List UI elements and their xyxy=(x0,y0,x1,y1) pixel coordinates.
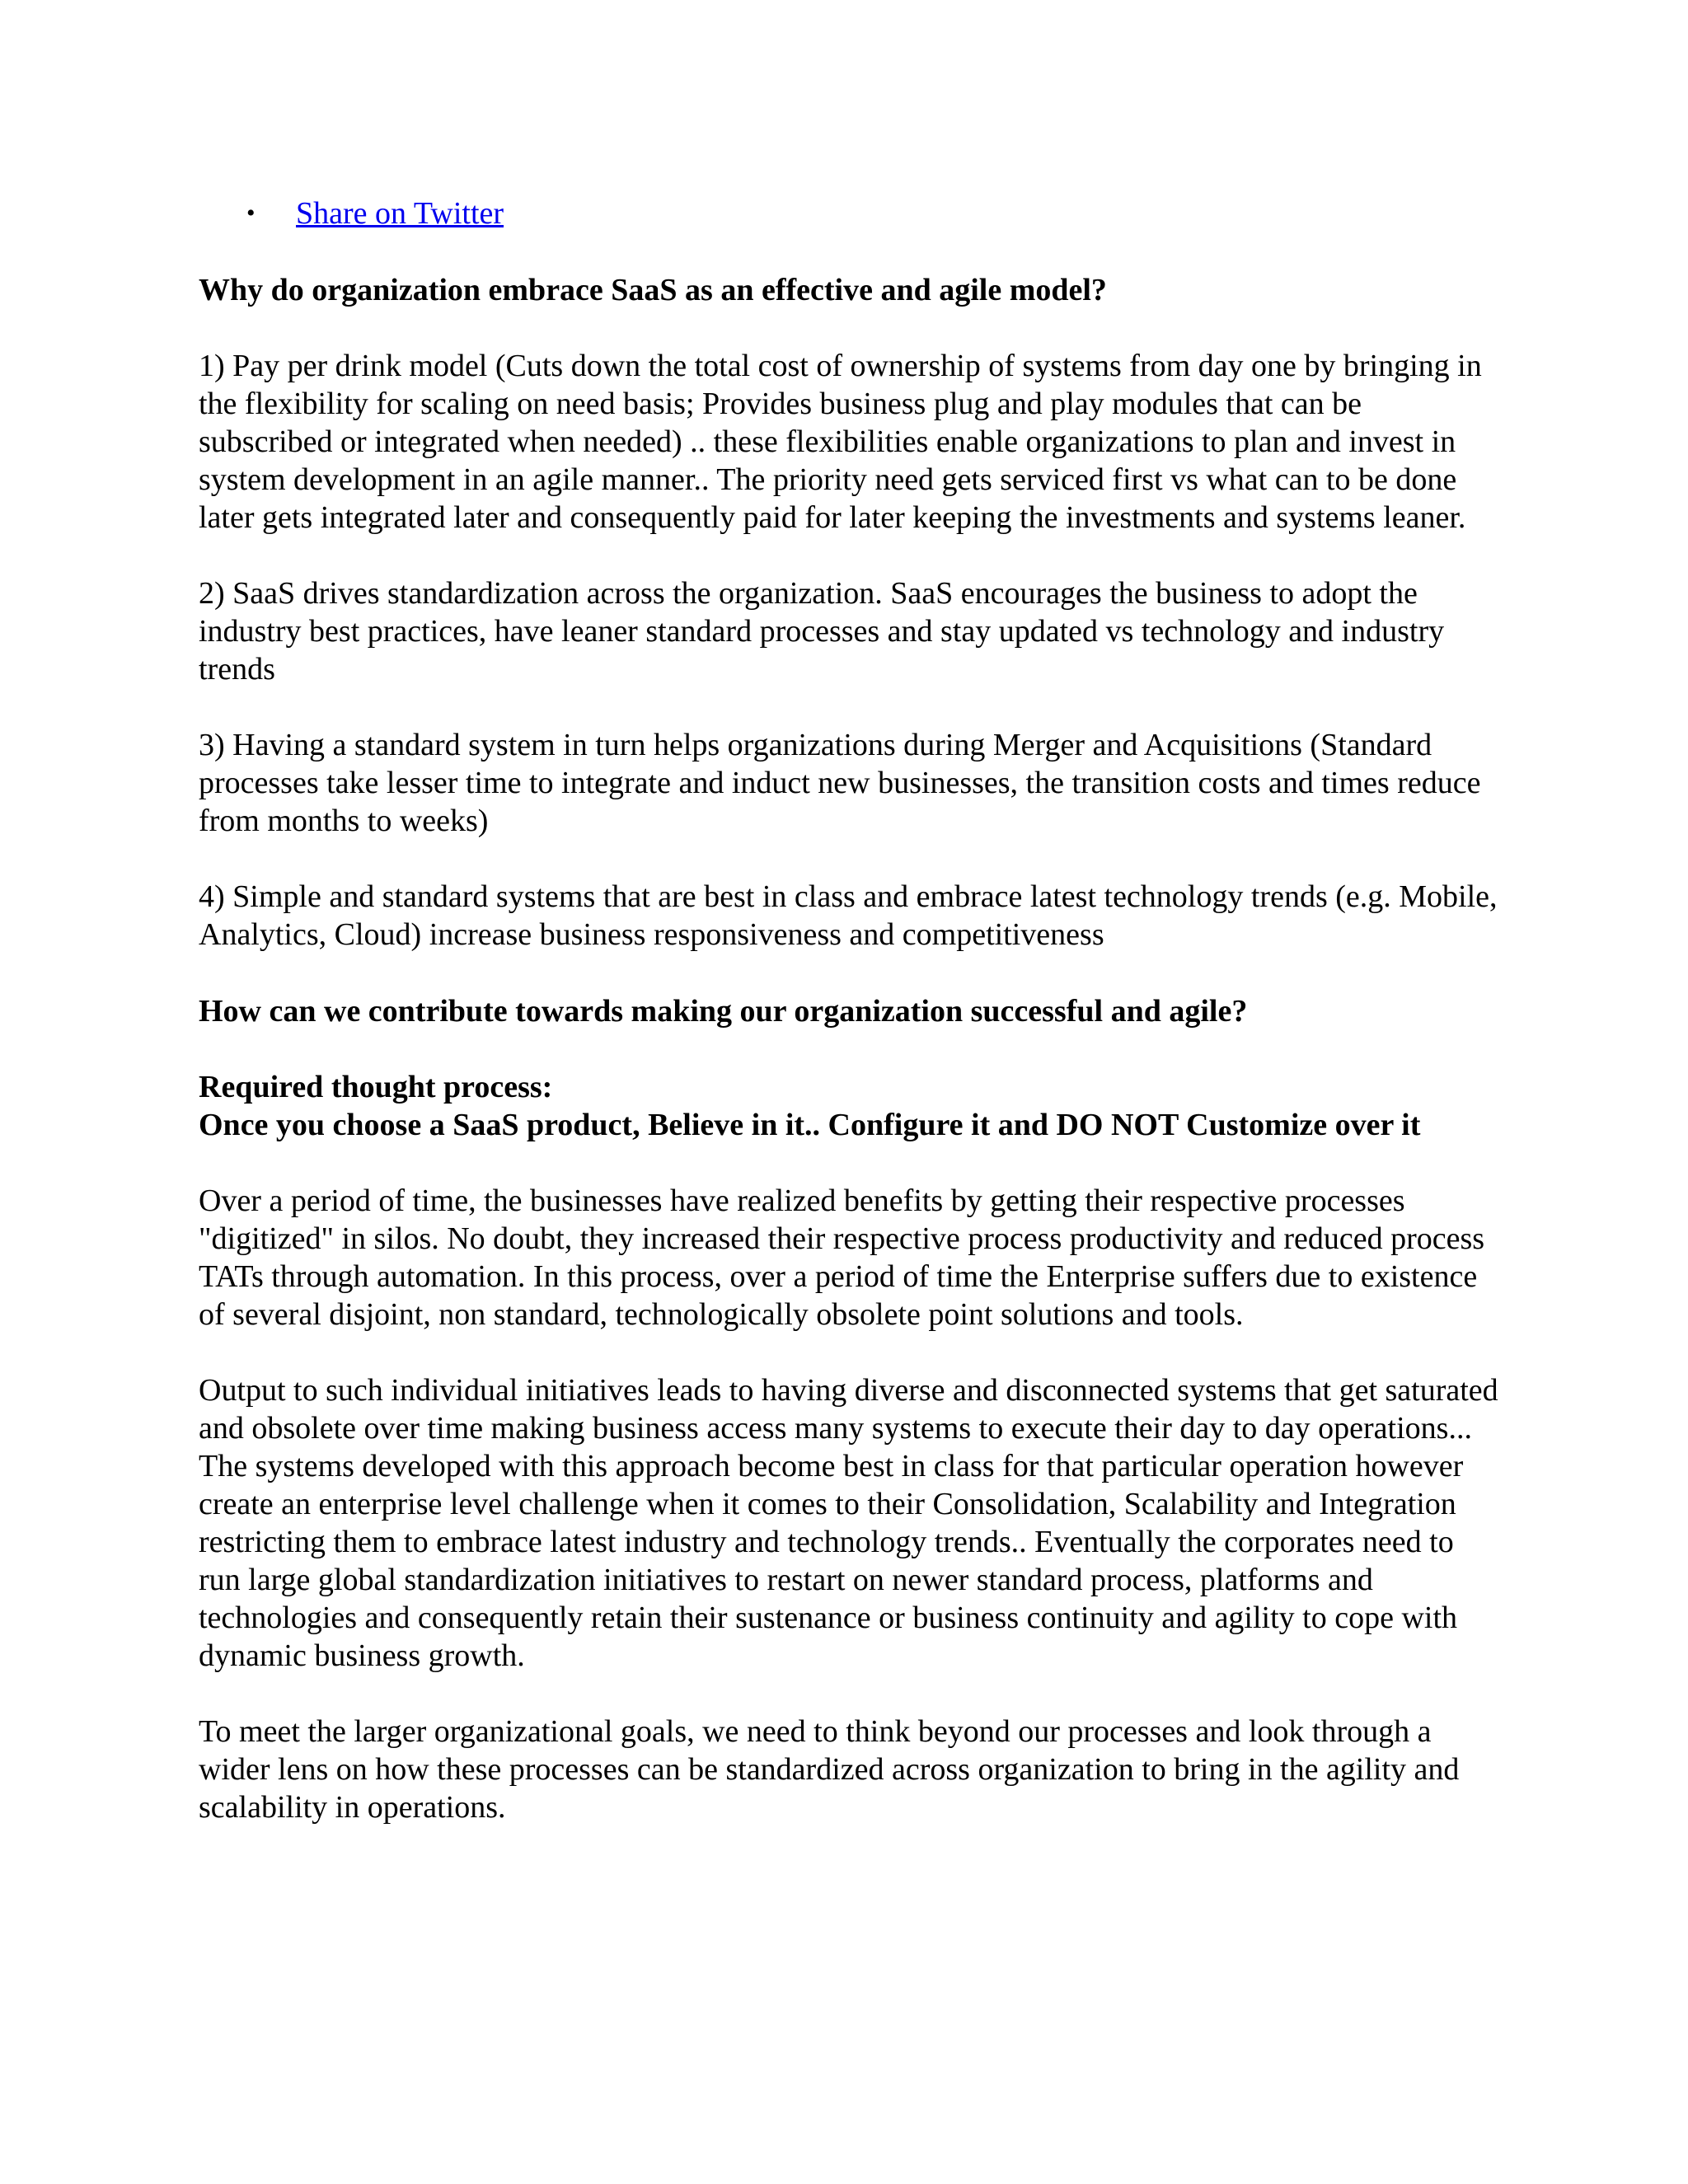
share-list xyxy=(199,194,1501,232)
thought-process-statement: Once you choose a SaaS product, Believe in it.. Configure it and DO NOT Customize over it xyxy=(199,1108,1421,1142)
thought-process-block xyxy=(199,1068,1501,1144)
share-on-twitter-link[interactable]: Share on Twitter xyxy=(296,196,504,231)
heading-why-saas: Why do organization embrace SaaS as an effective and agile model? xyxy=(199,273,1107,307)
article-content xyxy=(199,194,1501,1826)
bullet-icon: • xyxy=(246,199,256,227)
thought-process-label: Required thought process: xyxy=(199,1070,553,1104)
point-3-paragraph: 3) Having a standard system in turn helps organizations during Merger and Acquisitions (Standard processes take lesser time to integrate and induct new businesses, the transition costs and times reduce from months to weeks) xyxy=(199,728,1481,838)
point-2-paragraph: 2) SaaS drives standardization across the organization. SaaS encourages the business to adopt the industry best practices, have leaner standard processes and stay updated vs technology and industry trends xyxy=(199,576,1445,687)
point-4-paragraph: 4) Simple and standard systems that are best in class and embrace latest technology trends (e.g. Mobile, Analytics, Cloud) increase business responsiveness and competitiveness xyxy=(199,879,1498,952)
body-paragraph-2: Output to such individual initiatives leads to having diverse and disconnected systems that get saturated and obsolete over time making business access many systems to execute their day to day operations... The systems developed with this approach become best in class for that particular operation however create an enterprise level challenge when it comes to their Consolidation, Scalability and Integration restricting them to embrace latest industry and technology trends.. Eventually the corporates need to run large global standardization initiatives to restart on newer standard process, platforms and technologies and consequently retain their sustenance or business continuity and agility to cope with dynamic business growth. xyxy=(199,1373,1498,1673)
share-list-item xyxy=(199,194,1501,232)
body-paragraph-3: To meet the larger organizational goals, we need to think beyond our processes and look through a wider lens on how these processes can be standardized across organization to bring in the agility and scalability in operations. xyxy=(199,1714,1460,1825)
body-paragraph-1: Over a period of time, the businesses have realized benefits by getting their respective processes "digitized" in silos. No doubt, they increased their respective process productivity and reduced process TATs through automation. In this process, over a period of time the Enterprise suffers due to existence of several disjoint, non standard, technologically obsolete point solutions and tools. xyxy=(199,1183,1485,1332)
heading-how-contribute: How can we contribute towards making our organization successful and agile? xyxy=(199,994,1248,1029)
point-1-paragraph: 1) Pay per drink model (Cuts down the total cost of ownership of systems from day one by bringing in the flexibility for scaling on need basis; Provides business plug and play modules that can be subscribed or integrated when needed) .. these flexibilities enable organizations to plan and invest in system development in an agile manner.. The priority need gets serviced first vs what can to be done later gets integrated later and consequently paid for later keeping the investments and systems leaner. xyxy=(199,349,1482,535)
